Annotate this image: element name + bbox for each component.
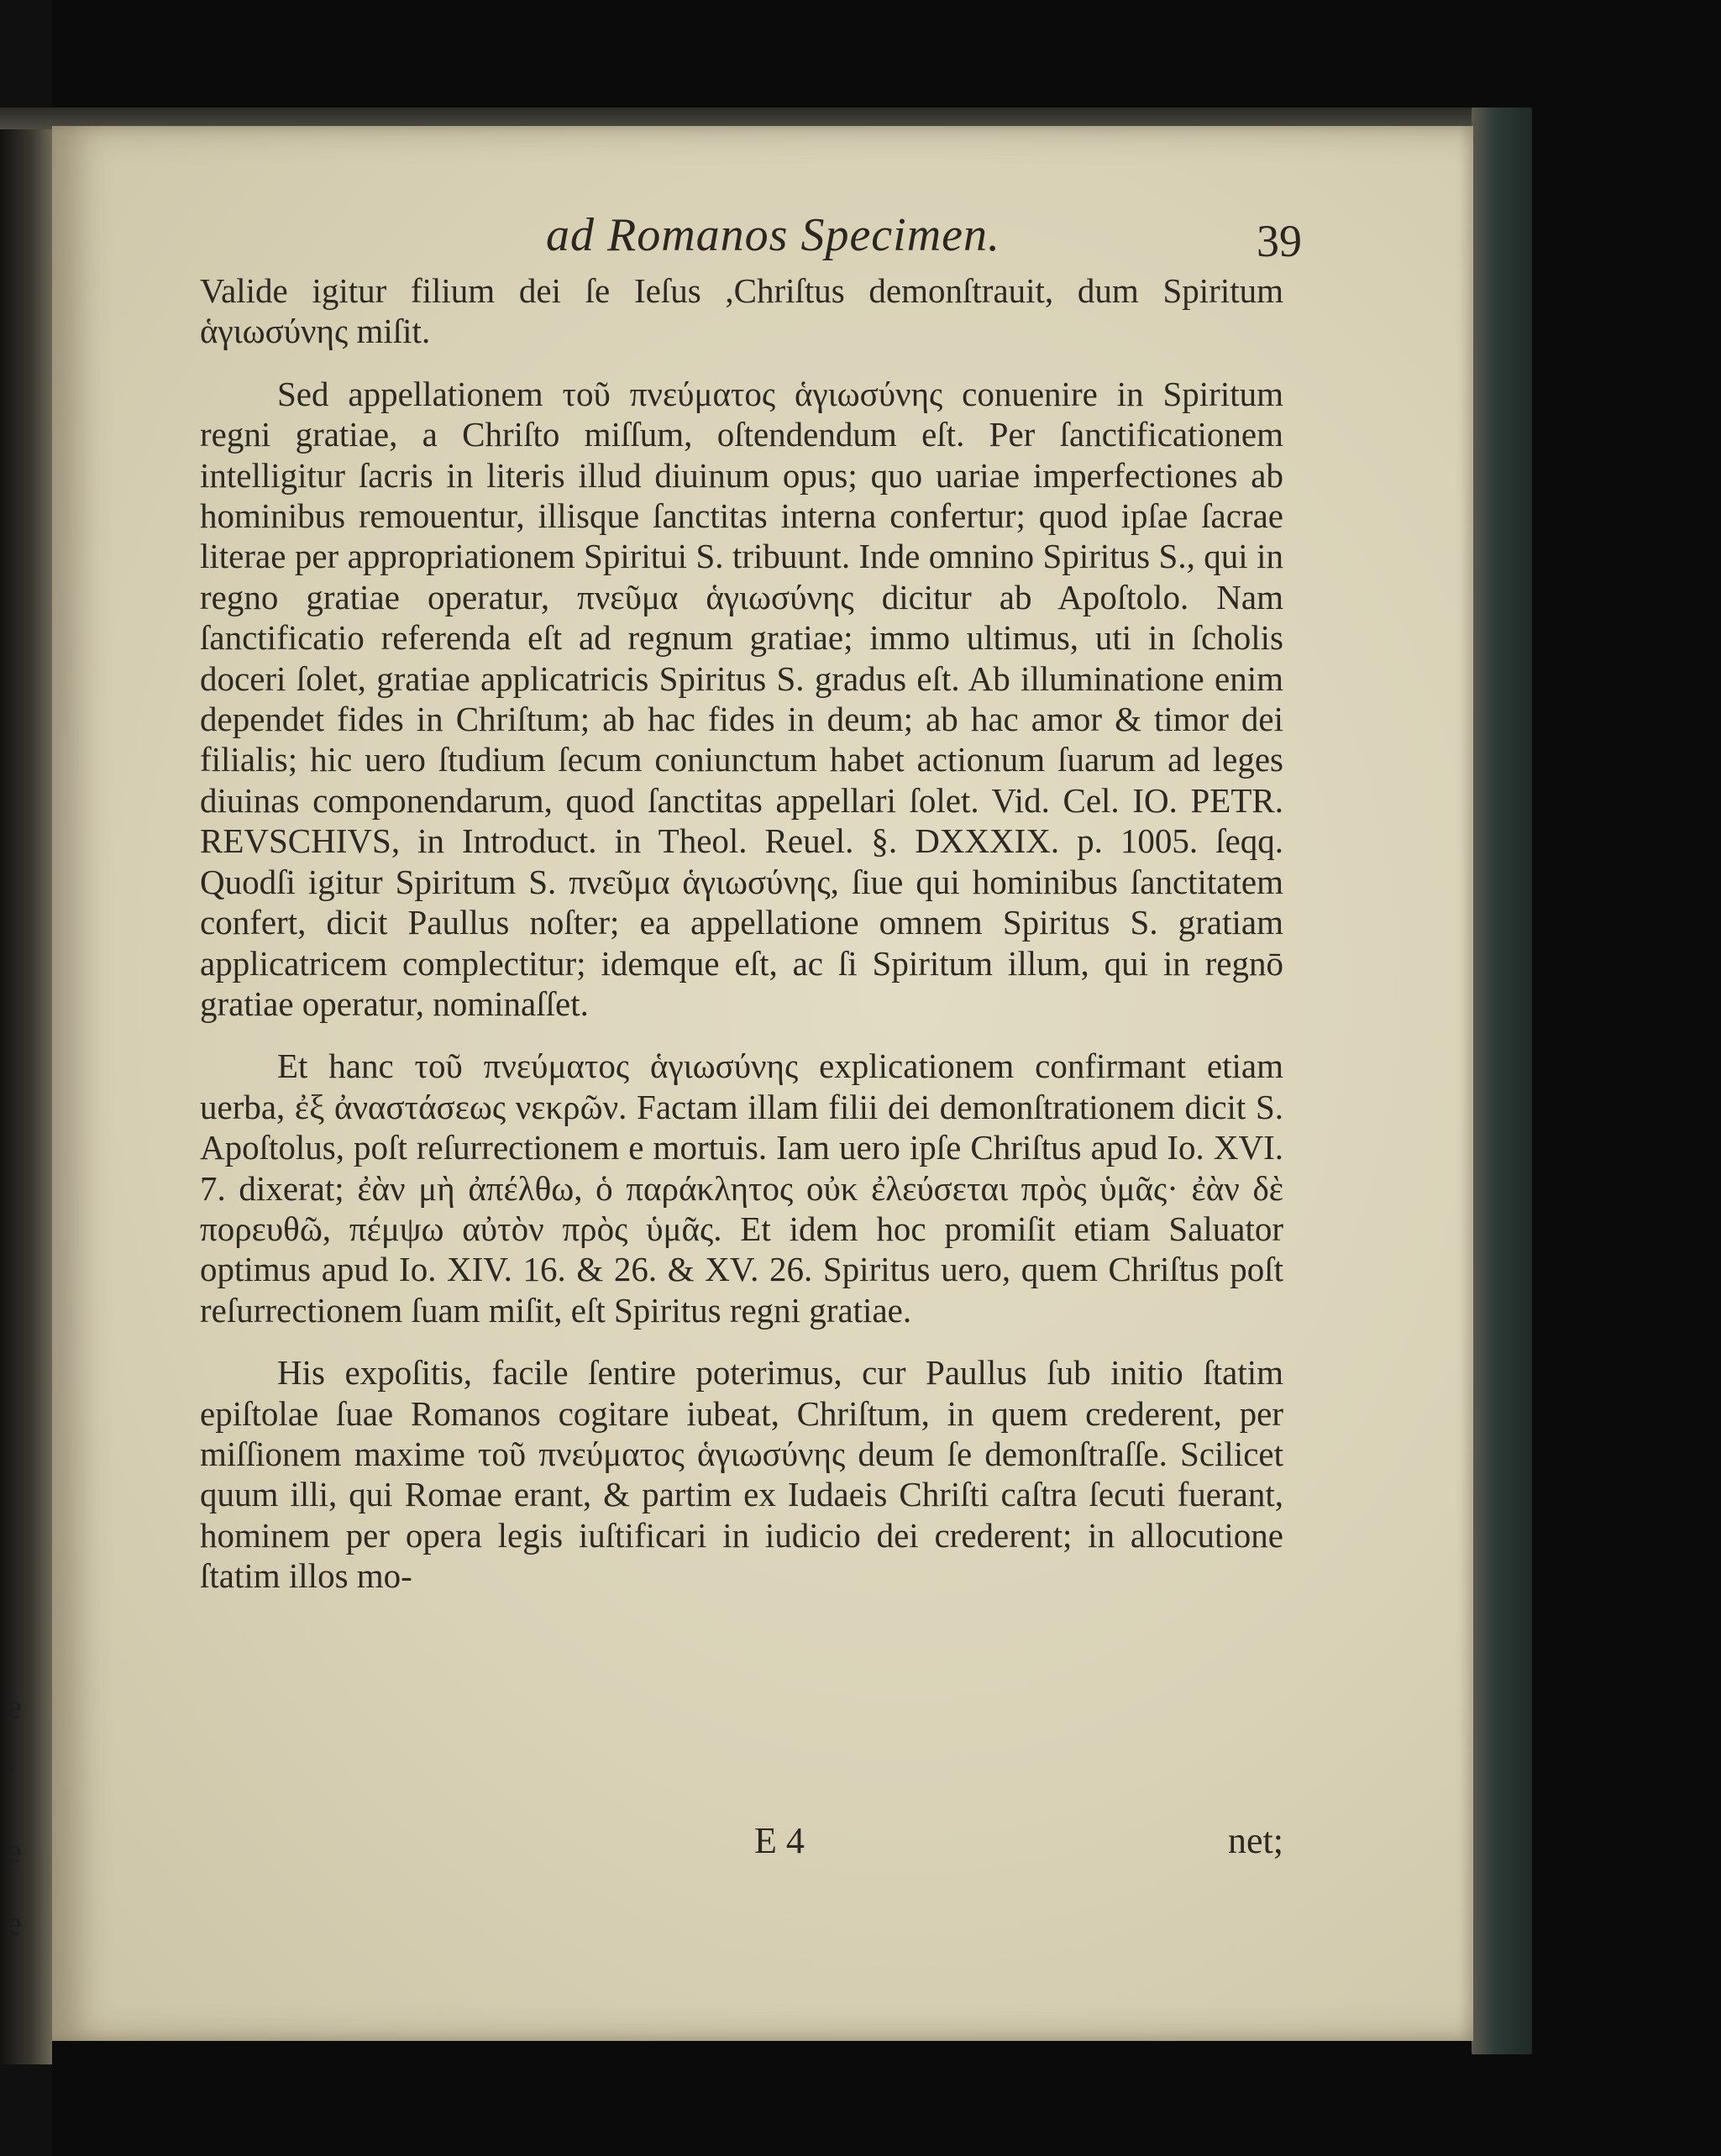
body-text [200, 270, 1283, 1618]
paragraph: Sed appellationem τοῦ πνεύματος ἁγιωσύνης conuenire in Spiritum regni gratiae, a Chriſto miſſum, oſtendendum eſt. Per ſanctificationem intelligitur ſacris in literis illud diuinum opus; quo uariae imperfectiones ab hominibus remouentur, illisque ſanctitas interna confertur; quod ipſae ſacrae literae per appropriationem Spiritui S. tribuunt. Inde omnino Spiritus S., qui in regno gratiae operatur, πνεῦμα ἁγιωσύνης dicitur ab Apoſtolo. Nam ſanctificatio referenda eſt ad regnum gratiae; immo ultimus, uti in ſcholis doceri ſolet, gratiae applicatricis Spiritus S. gradus eſt. Ab illuminatione enim dependet fides in Chriſtum; ab hac fides in deum; ab hac amor & timor dei filialis; hic uero ſtudium ſecum coniunctum habet actionum ſuarum ad leges diuinas componendarum, quod ſanctitas appellari ſolet. Vid. Cel. IO. PETR. REVSCHIVS, in Introduct. in Theol. Reuel. §. DXXXIX. p. 1005. ſeqq. Quodſi igitur Spiritum S. πνεῦμα ἁγιωσύνης, ſiue qui hominibus ſanctitatem confert, dicit Paullus noſter; ea appellatione omnem Spiritus S. gratiam applicatricem complectitur; idemque eſt, ac ſi Spiritum illum, qui in regnō gratiae operatur, nominaſſet. [200, 374, 1283, 1023]
page-footer [200, 1819, 1283, 1870]
running-title: ad Romanos Specimen. [546, 209, 1001, 261]
margin-mark: e [7, 1832, 22, 1870]
signature-mark: E 4 [754, 1820, 805, 1861]
facing-page-strip [0, 124, 52, 2064]
book-cover-edge [1472, 108, 1532, 2054]
catchword: net; [1228, 1820, 1283, 1861]
margin-mark: e [7, 1904, 22, 1942]
paragraph: Valide igitur filium dei ſe Ieſus ,Chriſtus demonſtrauit, dum Spiritum ἁγιωσύνης miſit. [200, 271, 1283, 351]
paragraph: His expoſitis, facile ſentire poterimus, cur Paullus ſub initio ſtatim epiſtolae ſuae Romanos cogitare iubeat, Chriſtum, in quem crederent, per miſſionem maxime τοῦ πνεύματος ἁγιωσύνης deum ſe demonſtraſſe. Scilicet quum illi, qui Romae erant, & partim ex Iudaeis Chriſti caſtra ſecuti fuerant, hominem per opera legis iuſtificari in iudicio dei crederent; in allocutione ſtatim illos mo- [200, 1353, 1283, 1596]
paragraph: Et hanc τοῦ πνεύματος ἁγιωσύνης explicationem confirmant etiam uerba, ἐξ ἀναστάσεως νεκρῶν. Factam illam filii dei demonſtrationem dicit S. Apoſtolus, poſt reſurrectionem e mortuis. Iam uero ipſe Chriſtus apud Io. XVI. 7. dixerat; ἐὰν μὴ ἀπέλθω, ὁ παράκλητος οὐκ ἐλεύσεται πρὸς ὑμᾶς· ἐὰν δὲ πορευθῶ, πέμψω αὐτὸν πρὸς ὑμᾶς. Et idem hoc promiſit etiam Saluator optimus apud Io. XIV. 16. & 26. & XV. 26. Spiritus uero, quem Chriſtus poſt reſurrectionem ſuam miſit, eſt Spiritus regni gratiae. [200, 1047, 1283, 1330]
margin-mark: e [7, 1687, 22, 1725]
page-number: 39 [1257, 216, 1302, 266]
margin-mark: , [7, 1739, 15, 1777]
page-header [546, 208, 1302, 267]
